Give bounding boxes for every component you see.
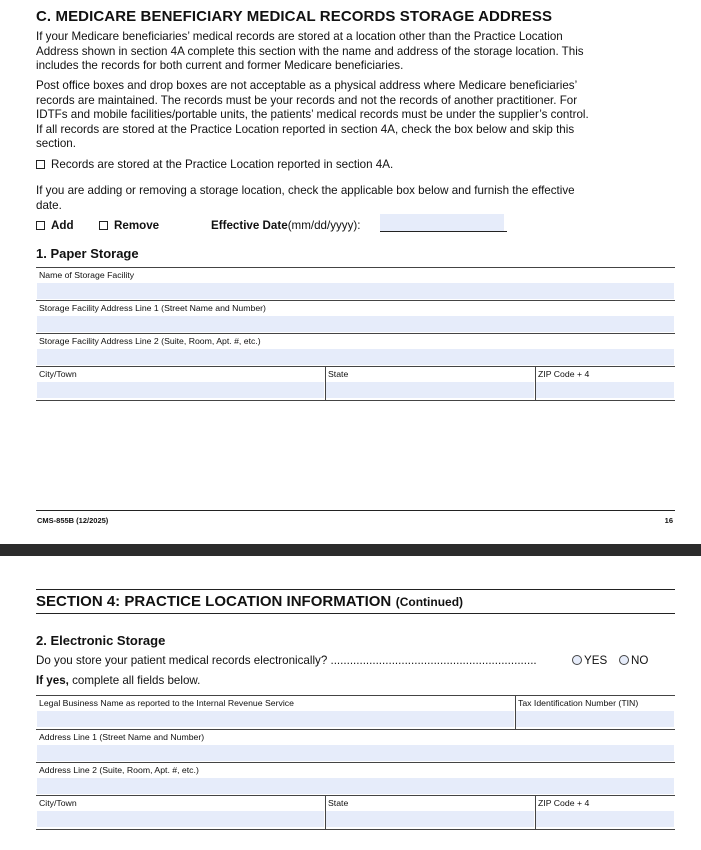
- electronic-storage-question: Do you store your patient medical records electronically? ................................................................: [36, 654, 537, 667]
- table-rule: [36, 695, 675, 696]
- no-radio-row[interactable]: [619, 654, 648, 667]
- storage-state-input[interactable]: [326, 382, 534, 398]
- add-label: Add: [51, 219, 74, 232]
- if-yes-bold: If yes,: [36, 674, 69, 687]
- section-4-title-suffix: (Continued): [395, 595, 464, 609]
- add-checkbox[interactable]: [36, 221, 45, 230]
- text-line: includes the records for both current and former Medicare beneficiaries.: [36, 59, 404, 73]
- remove-checkbox[interactable]: [99, 221, 108, 230]
- text-line: If your Medicare beneficiaries’ medical records are stored at a location other than the Practice Location: [36, 30, 563, 43]
- form-number: CMS-855B (12/2025): [37, 516, 109, 525]
- table-rule: [36, 400, 675, 401]
- add-remove-instructions: [36, 184, 575, 213]
- legal-business-name-label: Legal Business Name as reported to the Internal Revenue Service: [39, 698, 294, 708]
- page-separator: [0, 544, 701, 556]
- yes-label: YES: [584, 654, 608, 667]
- yes-radio[interactable]: [572, 655, 582, 665]
- section-title-rule-top: [36, 589, 675, 590]
- storage-address2-input[interactable]: [37, 349, 674, 365]
- storage-state-label: State: [328, 369, 349, 379]
- storage-address2-label: Storage Facility Address Line 2 (Suite, Room, Apt. #, etc.): [39, 336, 261, 346]
- effective-date-underline: [380, 231, 507, 232]
- state-label: State: [328, 798, 349, 808]
- table-rule: [36, 366, 675, 367]
- no-label: NO: [631, 654, 649, 667]
- tin-label: Tax Identification Number (TIN): [518, 698, 639, 708]
- table-rule: [36, 300, 675, 301]
- storage-facility-name-label: Name of Storage Facility: [39, 270, 135, 280]
- remove-checkbox-row[interactable]: [99, 219, 159, 232]
- effective-date-input[interactable]: [380, 214, 504, 231]
- storage-city-input[interactable]: [37, 382, 324, 398]
- text-line: Post office boxes and drop boxes are not acceptable as a physical address where Medicare beneficiaries’: [36, 79, 578, 92]
- yes-radio-row[interactable]: [572, 654, 607, 667]
- section-4-title-text: SECTION 4: PRACTICE LOCATION INFORMATION: [36, 593, 392, 610]
- address2-input[interactable]: [37, 778, 674, 794]
- page-17: [0, 556, 701, 850]
- remove-label: Remove: [114, 219, 160, 232]
- effective-date-format: (mm/dd/yyyy):: [287, 219, 361, 232]
- practice-location-checkbox-label: Records are stored at the Practice Location reported in section 4A.: [51, 158, 394, 171]
- no-radio[interactable]: [619, 655, 629, 665]
- tin-input[interactable]: [516, 711, 674, 727]
- city-label: City/Town: [39, 798, 77, 808]
- storage-facility-name-input[interactable]: [37, 283, 674, 299]
- section-title-rule-bottom: [36, 613, 675, 614]
- table-rule: [36, 333, 675, 334]
- text-line: records are maintained. The records must be your records and not the records of another practitioner. For: [36, 93, 578, 107]
- paper-storage-heading: 1. Paper Storage: [36, 246, 139, 261]
- section-4-title: [36, 593, 463, 611]
- table-rule: [36, 829, 675, 830]
- text-line: Address shown in section 4A complete this section with the name and address of the storage location. This: [36, 44, 584, 58]
- add-checkbox-row[interactable]: [36, 219, 74, 232]
- address1-input[interactable]: [37, 745, 674, 761]
- footer-rule: [36, 510, 675, 511]
- storage-address1-label: Storage Facility Address Line 1 (Street Name and Number): [39, 303, 266, 313]
- storage-city-label: City/Town: [39, 369, 77, 379]
- text-line: If you are adding or removing a storage location, check the applicable box below and furnish the effective: [36, 184, 575, 197]
- if-yes-rest: complete all fields below.: [68, 674, 201, 687]
- effective-date-label: [211, 219, 360, 232]
- city-input[interactable]: [37, 811, 324, 827]
- text-line: section.: [36, 137, 76, 151]
- table-rule: [36, 762, 675, 763]
- address1-label: Address Line 1 (Street Name and Number): [39, 732, 205, 742]
- section-c-rules: [36, 79, 589, 152]
- storage-zip-label: ZIP Code + 4: [538, 369, 590, 379]
- text-line: If all records are stored at the Practice Location reported in section 4A, check the box below and skip this: [36, 122, 575, 136]
- legal-business-name-input[interactable]: [37, 711, 514, 727]
- table-rule: [36, 729, 675, 730]
- electronic-storage-heading: 2. Electronic Storage: [36, 633, 166, 648]
- text-line: date.: [36, 198, 62, 212]
- section-c-title: C. MEDICARE BENEFICIARY MEDICAL RECORDS STORAGE ADDRESS: [36, 8, 553, 25]
- address2-label: Address Line 2 (Suite, Room, Apt. #, etc.): [39, 765, 199, 775]
- storage-zip-input[interactable]: [536, 382, 674, 398]
- table-rule: [36, 267, 675, 268]
- practice-location-checkbox[interactable]: [36, 160, 45, 169]
- zip-input[interactable]: [536, 811, 674, 827]
- page-number: 16: [664, 516, 673, 525]
- table-rule: [36, 795, 675, 796]
- zip-label: ZIP Code + 4: [538, 798, 590, 808]
- text-line: IDTFs and mobile facilities/portable units, the patients’ medical records must be under the supplier’s control.: [36, 108, 589, 122]
- if-yes-instruction: [36, 674, 200, 689]
- section-c-intro: [36, 30, 584, 74]
- effective-date-label-text: Effective Date: [211, 219, 288, 232]
- practice-location-checkbox-row[interactable]: [36, 158, 393, 171]
- storage-address1-input[interactable]: [37, 316, 674, 332]
- state-input[interactable]: [326, 811, 534, 827]
